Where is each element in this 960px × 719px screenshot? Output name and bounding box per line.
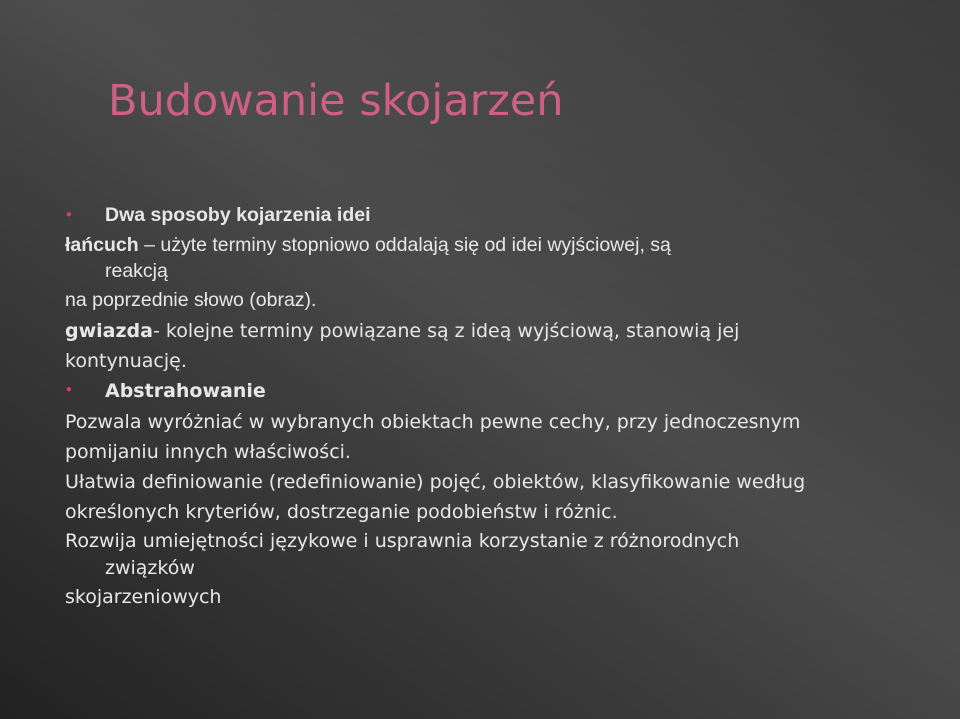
chain-description-end: na poprzednie słowo (obraz). <box>65 289 317 311</box>
abstraction-line-2 <box>65 437 925 467</box>
dot-bullet-icon: • <box>65 383 73 397</box>
abstraction-line-3 <box>65 467 925 497</box>
chain-description: – użyte terminy stopniowo oddalają się od idei wyjściowej, są <box>138 234 671 256</box>
abstraction-line-4 <box>65 497 925 527</box>
star-description-end: kontynuację. <box>65 350 187 372</box>
chain-line <box>65 232 925 258</box>
abstraction-line-1 <box>65 407 925 437</box>
star-line <box>65 316 925 346</box>
chain-line-end <box>65 285 925 315</box>
heading-associations: Dwa sposoby kojarzenia idei <box>105 204 371 226</box>
abstraction-text-2: pomijaniu innych właściwości. <box>65 441 351 463</box>
star-term: gwiazda <box>65 320 153 342</box>
heading-abstraction: Abstrahowanie <box>105 380 266 402</box>
star-line-end <box>65 346 925 376</box>
slide-title: Budowanie skojarzeń <box>108 76 564 126</box>
abstraction-text-1: Pozwala wyróżniać w wybranych obiektach pewne cechy, przy jednoczesnym <box>65 411 801 433</box>
abstraction-text-5: Rozwija umiejętności językowe i usprawnia korzystanie z różnorodnych <box>65 530 740 552</box>
abstraction-text-4: określonych kryteriów, dostrzeganie podobieństw i różnic. <box>65 501 618 523</box>
star-description: - kolejne terminy powiązane są z ideą wyjściową, stanowią jej <box>152 320 740 342</box>
chain-line-cont <box>65 258 925 284</box>
dot-bullet-icon: • <box>65 208 73 222</box>
abstraction-text-3: Ułatwia definiowanie (redefiniowanie) pojęć, obiektów, klasyfikowanie według <box>65 471 806 493</box>
chain-description-cont: reakcją <box>105 260 168 282</box>
bullet-heading-associations <box>65 202 925 229</box>
abstraction-line-6 <box>65 555 925 581</box>
chain-term: łańcuch <box>65 234 139 256</box>
abstraction-line-5 <box>65 527 925 555</box>
bullet-heading-abstraction <box>65 376 925 406</box>
abstraction-line-7 <box>65 582 925 612</box>
abstraction-text-6: związków <box>105 557 195 579</box>
slide-body <box>65 202 925 612</box>
abstraction-text-7: skojarzeniowych <box>65 586 222 608</box>
